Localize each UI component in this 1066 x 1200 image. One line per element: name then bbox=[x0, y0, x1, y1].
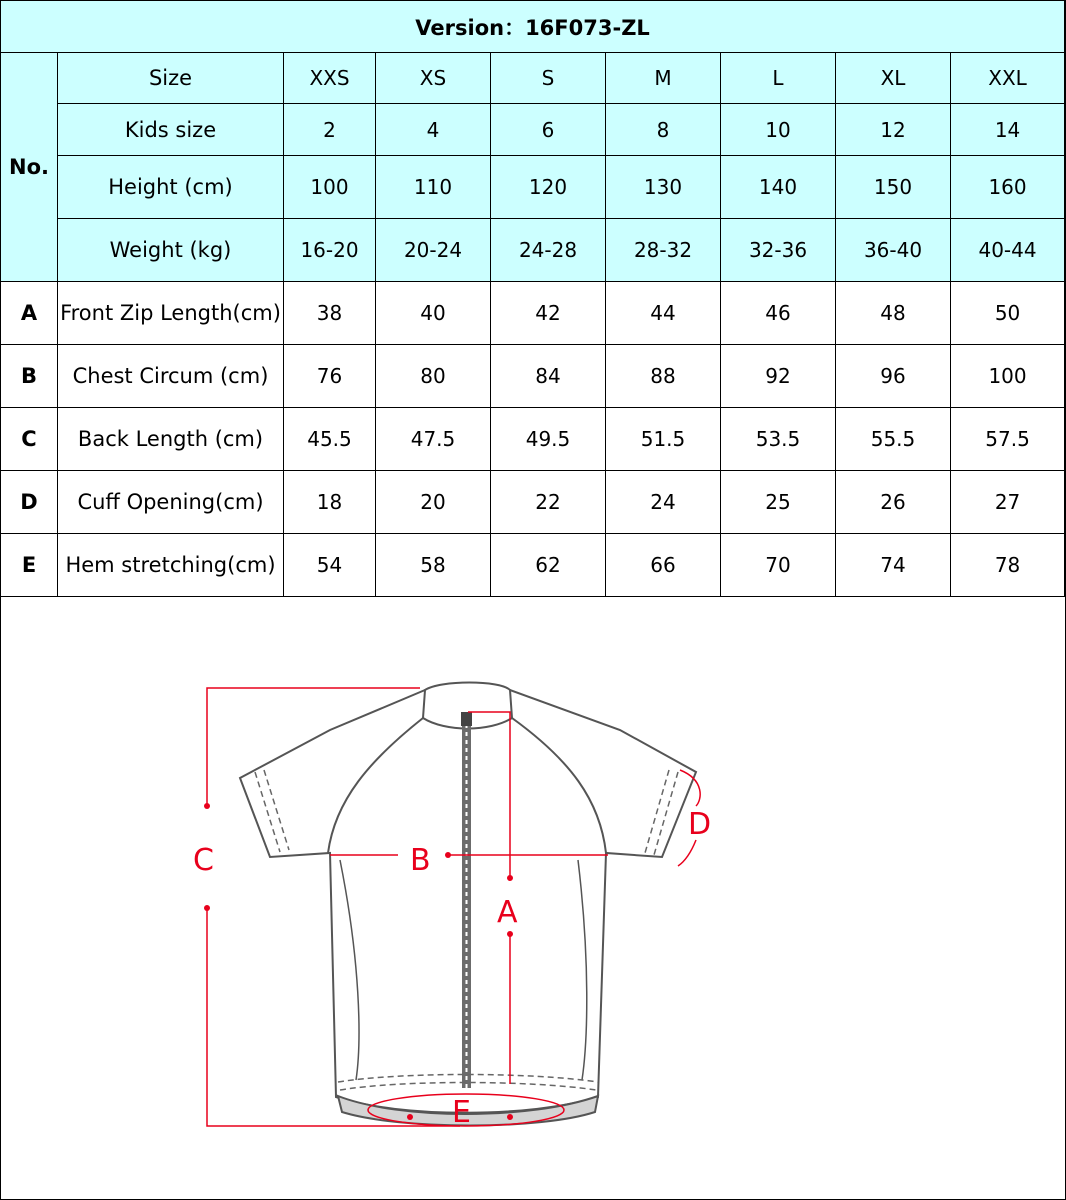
row-label: Size bbox=[58, 53, 284, 104]
diagram-label-c: C bbox=[193, 843, 214, 878]
table-cell: 74 bbox=[836, 534, 951, 597]
table-cell: 76 bbox=[284, 345, 376, 408]
table-cell: XXS bbox=[284, 53, 376, 104]
table-row bbox=[1, 282, 1065, 345]
table-cell: 70 bbox=[721, 534, 836, 597]
measure-letter: B bbox=[1, 345, 58, 408]
table-cell: 140 bbox=[721, 156, 836, 219]
table-cell: 96 bbox=[836, 345, 951, 408]
table-cell: 92 bbox=[721, 345, 836, 408]
table-cell: 24 bbox=[606, 471, 721, 534]
table-row bbox=[1, 53, 1065, 104]
table-cell: 8 bbox=[606, 104, 721, 156]
table-cell: 38 bbox=[284, 282, 376, 345]
row-label: Height (cm) bbox=[58, 156, 284, 219]
table-row bbox=[1, 104, 1065, 156]
table-cell: 4 bbox=[376, 104, 491, 156]
table-cell: 6 bbox=[491, 104, 606, 156]
row-label: Chest Circum (cm) bbox=[58, 345, 284, 408]
table-row bbox=[1, 408, 1065, 471]
table-cell: 16-20 bbox=[284, 219, 376, 282]
table-cell: 25 bbox=[721, 471, 836, 534]
table-cell: 53.5 bbox=[721, 408, 836, 471]
table-cell: 160 bbox=[951, 156, 1065, 219]
jersey-measurement-diagram bbox=[0, 596, 1064, 1198]
table-cell: 88 bbox=[606, 345, 721, 408]
table-cell: 18 bbox=[284, 471, 376, 534]
row-label: Weight (kg) bbox=[58, 219, 284, 282]
table-row bbox=[1, 471, 1065, 534]
table-cell: 55.5 bbox=[836, 408, 951, 471]
diagram-label-b: B bbox=[410, 843, 431, 878]
table-cell: 48 bbox=[836, 282, 951, 345]
table-cell: 40-44 bbox=[951, 219, 1065, 282]
measure-letter: A bbox=[1, 282, 58, 345]
table-cell: 46 bbox=[721, 282, 836, 345]
zipper-icon bbox=[461, 712, 472, 1088]
table-cell: S bbox=[491, 53, 606, 104]
table-cell: XS bbox=[376, 53, 491, 104]
row-label: Cuff Opening(cm) bbox=[58, 471, 284, 534]
table-cell: 54 bbox=[284, 534, 376, 597]
table-row bbox=[1, 345, 1065, 408]
table-cell: 120 bbox=[491, 156, 606, 219]
row-label: Back Length (cm) bbox=[58, 408, 284, 471]
diagram-label-a: A bbox=[497, 895, 518, 930]
table-cell: 42 bbox=[491, 282, 606, 345]
table-cell: 28-32 bbox=[606, 219, 721, 282]
table-cell: 14 bbox=[951, 104, 1065, 156]
table-cell: XL bbox=[836, 53, 951, 104]
table-cell: 36-40 bbox=[836, 219, 951, 282]
size-chart-table bbox=[0, 0, 1065, 597]
table-cell: 100 bbox=[951, 345, 1065, 408]
table-cell: 110 bbox=[376, 156, 491, 219]
table-cell: 130 bbox=[606, 156, 721, 219]
table-cell: 58 bbox=[376, 534, 491, 597]
table-cell: 20-24 bbox=[376, 219, 491, 282]
table-cell: 45.5 bbox=[284, 408, 376, 471]
measure-letter: E bbox=[1, 534, 58, 597]
table-cell: 66 bbox=[606, 534, 721, 597]
table-cell: 44 bbox=[606, 282, 721, 345]
row-label: Kids size bbox=[58, 104, 284, 156]
table-cell: 49.5 bbox=[491, 408, 606, 471]
table-cell: 57.5 bbox=[951, 408, 1065, 471]
table-cell: 51.5 bbox=[606, 408, 721, 471]
table-cell: 78 bbox=[951, 534, 1065, 597]
measure-letter: C bbox=[1, 408, 58, 471]
table-cell: 2 bbox=[284, 104, 376, 156]
table-row bbox=[1, 156, 1065, 219]
table-cell: 150 bbox=[836, 156, 951, 219]
table-row bbox=[1, 219, 1065, 282]
table-cell: 84 bbox=[491, 345, 606, 408]
table-cell: 10 bbox=[721, 104, 836, 156]
table-cell: 20 bbox=[376, 471, 491, 534]
row-label: Front Zip Length(cm) bbox=[58, 282, 284, 345]
table-cell: 24-28 bbox=[491, 219, 606, 282]
table-cell: 40 bbox=[376, 282, 491, 345]
table-cell: 26 bbox=[836, 471, 951, 534]
table-cell: 50 bbox=[951, 282, 1065, 345]
version-title: Version：16F073-ZL bbox=[1, 1, 1065, 53]
table-cell: 47.5 bbox=[376, 408, 491, 471]
table-cell: 32-36 bbox=[721, 219, 836, 282]
measure-letter: D bbox=[1, 471, 58, 534]
no-column-header: No. bbox=[1, 53, 58, 282]
table-cell: 80 bbox=[376, 345, 491, 408]
table-cell: 27 bbox=[951, 471, 1065, 534]
diagram-label-e: E bbox=[452, 1095, 471, 1130]
table-cell: 22 bbox=[491, 471, 606, 534]
diagram-label-d: D bbox=[688, 807, 712, 842]
row-label: Hem stretching(cm) bbox=[58, 534, 284, 597]
table-cell: 12 bbox=[836, 104, 951, 156]
table-cell: 62 bbox=[491, 534, 606, 597]
table-row bbox=[1, 534, 1065, 597]
table-cell: L bbox=[721, 53, 836, 104]
table-cell: XXL bbox=[951, 53, 1065, 104]
table-cell: M bbox=[606, 53, 721, 104]
table-cell: 100 bbox=[284, 156, 376, 219]
